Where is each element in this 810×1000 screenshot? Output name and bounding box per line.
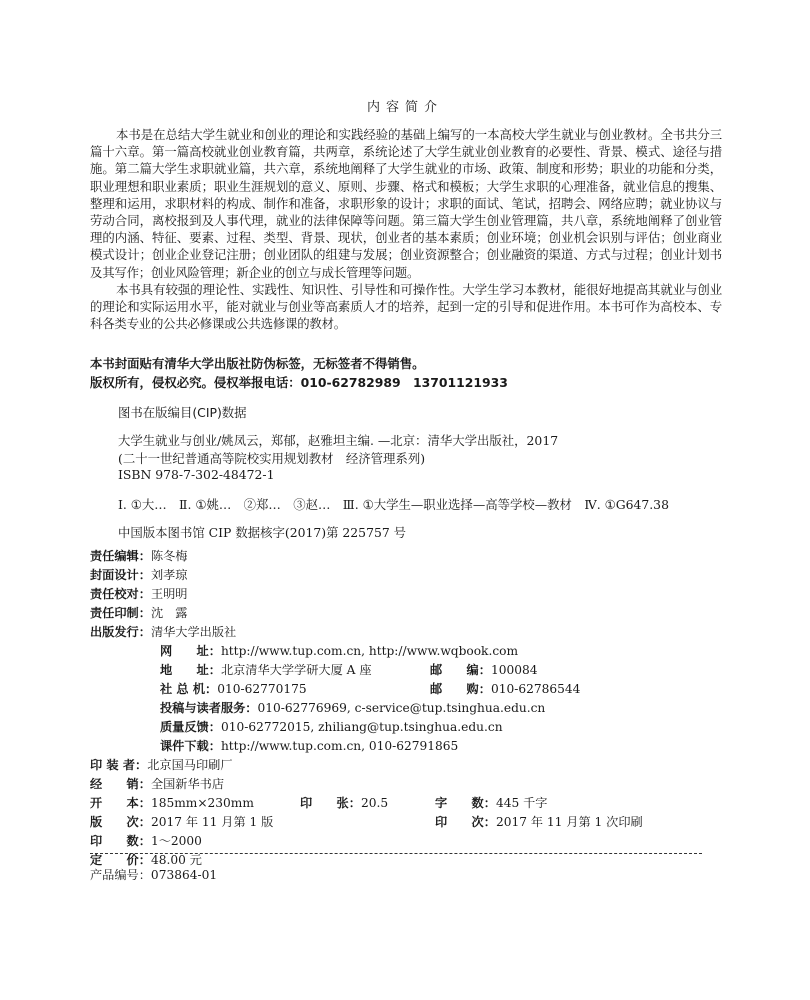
cip-heading: 图书在版编目(CIP)数据 [118, 405, 247, 420]
edition-row: 版 次：2017 年 11 月第 1 版 [90, 815, 274, 829]
summary-paragraph-1: 本书是在总结大学生就业和创业的理论和实践经验的基础上编写的一本高校大学生就业与创业教材。全书共分三篇十六章。第一篇高校就业创业教育篇，共两章，系统论述了大学生就业创业教育的必要性、背景、模式、途径与措施。第二篇大学生求职就业篇，共六章，系统地阐释了大学生就业的市场、政策、制度和形势；职业的功能和分类，职业理想和职业素质；职业生涯规划的意义、原则、步骤、格式和模板；大学生求职的心理准备，就业信息的搜集、整理和运用，求职材料的构成、制作和准备，求职形象的设计；求职的面试、笔试，招聘会、网络应聘；就业协议与劳动合同，离校报到及人事代理，就业的法律保障等问题。第三篇大学生创业管理篇，共八章，系统地阐释了创业管理的内涵、特征、要素、过程、类型、背景、现状，创业者的基本素质；创业环境；创业机会识别与评估；创业商业模式设计；创业企业登记注册；创业团队的组建与发展；创业资源整合；创业融资的渠道、方式与过程；创业计划书及其写作；创业风险管理；新企业的创立与成长管理等问题。 [90, 127, 722, 280]
cip-citation: 大学生就业与创业/姚凤云，郑郁，赵雅坦主编. —北京：清华大学出版社，2017 [118, 433, 559, 448]
proofreader-row: 责任校对：王明明 [90, 587, 188, 601]
impression-row: 印 次：2017 年 11 月第 1 次印刷 [435, 815, 643, 829]
summary-paragraph-2: 本书具有较强的理论性、实践性、知识性、引导性和可操作性。大学生学习本教材，能很好地提高其就业与创业的理论和实际运用水平，能对就业与创业等高素质人才的培养，起到一定的引导和促进作用。本书可作为高校本、专科各类专业的公共必修课或公共选修课的教材。 [90, 281, 722, 332]
address-row: 地 址：北京清华大学学研大厦 A 座 [160, 663, 372, 677]
copyright-notice [90, 354, 508, 392]
switchboard-row: 社 总 机：010-62770175 [160, 682, 307, 696]
website-row: 网 址：http://www.tup.com.cn, http://www.wqbook.com [160, 644, 519, 658]
cip-record-number: 中国版本图书馆 CIP 数据核字(2017)第 225757 号 [118, 525, 407, 540]
price-row: 定 价：48.00 元 [90, 853, 202, 867]
cover-design-row: 封面设计：刘孝琼 [90, 568, 188, 582]
courseware-download-row: 课件下载：http://www.tup.com.cn, 010-62791865 [160, 739, 459, 753]
postcode-row: 邮 编：100084 [430, 663, 538, 677]
print-supervisor-row: 责任印制：沈 露 [90, 606, 188, 620]
cip-isbn: ISBN 978-7-302-48472-1 [118, 467, 275, 482]
cip-series: (二十一世纪普通高等院校实用规划教材 经济管理系列) [118, 451, 426, 466]
publisher-row: 出版发行：清华大学出版社 [90, 625, 237, 639]
content-summary [90, 126, 722, 332]
anti-counterfeit-notice: 本书封面贴有清华大学出版社防伪标签，无标签者不得销售。 [90, 356, 425, 371]
format-row: 开 本：185mm×230mm [90, 796, 254, 810]
printer-row: 印 装 者：北京国马印刷厂 [90, 758, 233, 772]
piracy-report-notice: 版权所有，侵权必究。侵权举报电话：010-62782989 13701121933 [90, 375, 508, 390]
dashed-divider [90, 853, 702, 854]
reader-service-row: 投稿与读者服务：010-62776969, c-service@tup.tsinghua.edu.cn [160, 701, 546, 715]
mail-order-row: 邮 购：010-62786544 [430, 682, 581, 696]
distributor-row: 经 销：全国新华书店 [90, 777, 225, 791]
editor-row: 责任编辑：陈冬梅 [90, 549, 188, 563]
print-run-row: 印 数：1～2000 [90, 834, 202, 848]
word-count-row: 字 数：445 千字 [435, 796, 548, 810]
quality-feedback-row: 质量反馈：010-62772015, zhiliang@tup.tsinghua.edu.cn [160, 720, 503, 734]
product-code: 产品编号：073864-01 [90, 868, 218, 882]
cip-subjects: Ⅰ. ①大… Ⅱ. ①姚… ②郑… ③赵… Ⅲ. ①大学生—职业选择—高等学校—教材 Ⅳ. ①G647.38 [118, 497, 669, 512]
print-sheets-row: 印 张：20.5 [300, 796, 389, 810]
page-title: 内容简介 [366, 100, 443, 115]
